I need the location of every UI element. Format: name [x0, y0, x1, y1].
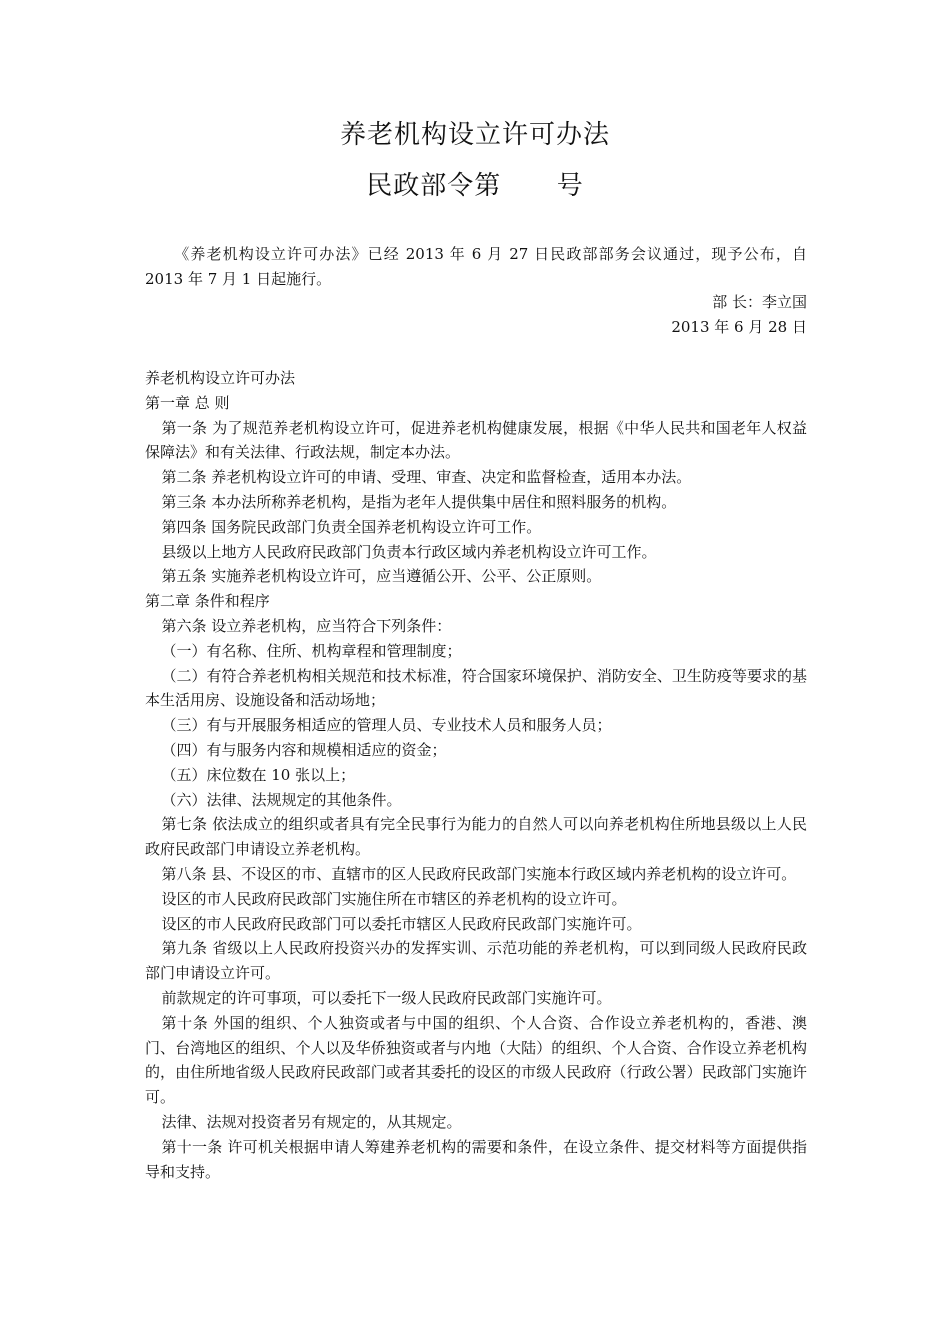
article-paragraph: 第四条 国务院民政部门负责全国养老机构设立许可工作。: [161, 517, 542, 536]
article-paragraph: 第十条 外国的组织、个人独资或者与中国的组织、个人合资、合作设立养老机构的，香港、澳门、台湾地区的组织、个人以及华侨独资或者与内地（大陆）的组织、个人合资、合作设立养老机构的，由住所地省级人民政府民政部门或者其委托的设区的市级人民政府（行政公署）民政部门实施许可。: [145, 1013, 807, 1107]
article-paragraph: 第五条 实施养老机构设立许可，应当遵循公开、公平、公正原则。: [161, 567, 602, 586]
chapter-heading: 第二章 条件和程序: [145, 592, 270, 611]
list-item: （五）床位数在 10 张以上；: [161, 765, 356, 784]
list-item: （四）有与服务内容和规模相适应的资金；: [161, 740, 447, 759]
regulation-body: [145, 366, 807, 1184]
article-paragraph: 第六条 设立养老机构，应当符合下列条件：: [161, 616, 452, 635]
article-paragraph: 法律、法规对投资者另有规定的，从其规定。: [161, 1112, 462, 1131]
article-paragraph: 第一条 为了规范养老机构设立许可，促进养老机构健康发展，根据《中华人民共和国老年人权益保障法》和有关法律、行政法规，制定本办法。: [145, 418, 807, 462]
list-item: （二）有符合养老机构相关规范和技术标准，符合国家环境保护、消防安全、卫生防疫等要求的基本生活用房、设施设备和活动场地；: [145, 666, 807, 710]
list-item: （一）有名称、住所、机构章程和管理制度；: [161, 641, 462, 660]
list-item: （六）法律、法规规定的其他条件。: [161, 790, 402, 809]
promulgation-paragraph: 《养老机构设立许可办法》已经 2013 年 6 月 27 日民政部部务会议通过，现予公布，自 2013 年 7 月 1 日起施行。: [145, 245, 807, 288]
article-paragraph: 前款规定的许可事项，可以委托下一级人民政府民政部门实施许可。: [161, 988, 612, 1007]
article-paragraph: 第三条 本办法所称养老机构，是指为老年人提供集中居住和照料服务的机构。: [161, 492, 677, 511]
signature-date: 2013 年 6 月 28 日: [671, 318, 807, 336]
document-title: 养老机构设立许可办法: [339, 120, 610, 150]
article-paragraph: 第十一条 许可机关根据申请人筹建养老机构的需要和条件，在设立条件、提交材料等方面提供指导和支持。: [145, 1137, 807, 1181]
article-paragraph: 第九条 省级以上人民政府投资兴办的发挥实训、示范功能的养老机构，可以到同级人民政府民政部门申请设立许可。: [145, 939, 807, 983]
article-paragraph: 设区的市人民政府民政部门实施住所在市辖区的养老机构的设立许可。: [161, 889, 627, 908]
article-paragraph: 县级以上地方人民政府民政部门负责本行政区域内养老机构设立许可工作。: [161, 542, 657, 561]
article-paragraph: 第七条 依法成立的组织或者具有完全民事行为能力的自然人可以向养老机构住所地县级以上人民政府民政部门申请设立养老机构。: [145, 815, 807, 859]
article-paragraph: 第二条 养老机构设立许可的申请、受理、审查、决定和监督检查，适用本办法。: [161, 468, 692, 487]
minister-signature: 部 长：李立国: [712, 293, 807, 311]
list-item: （三）有与开展服务相适应的管理人员、专业技术人员和服务人员；: [161, 716, 612, 735]
body-title: 养老机构设立许可办法: [145, 369, 296, 387]
article-paragraph: 第八条 县、不设区的市、直辖市的区人民政府民政部门实施本行政区域内养老机构的设立许可。: [161, 864, 797, 883]
article-paragraph: 设区的市人民政府民政部门可以委托市辖区人民政府民政部门实施许可。: [161, 914, 642, 933]
decree-number: 民政部令第 号: [366, 171, 584, 201]
chapter-heading: 第一章 总 则: [145, 393, 230, 412]
